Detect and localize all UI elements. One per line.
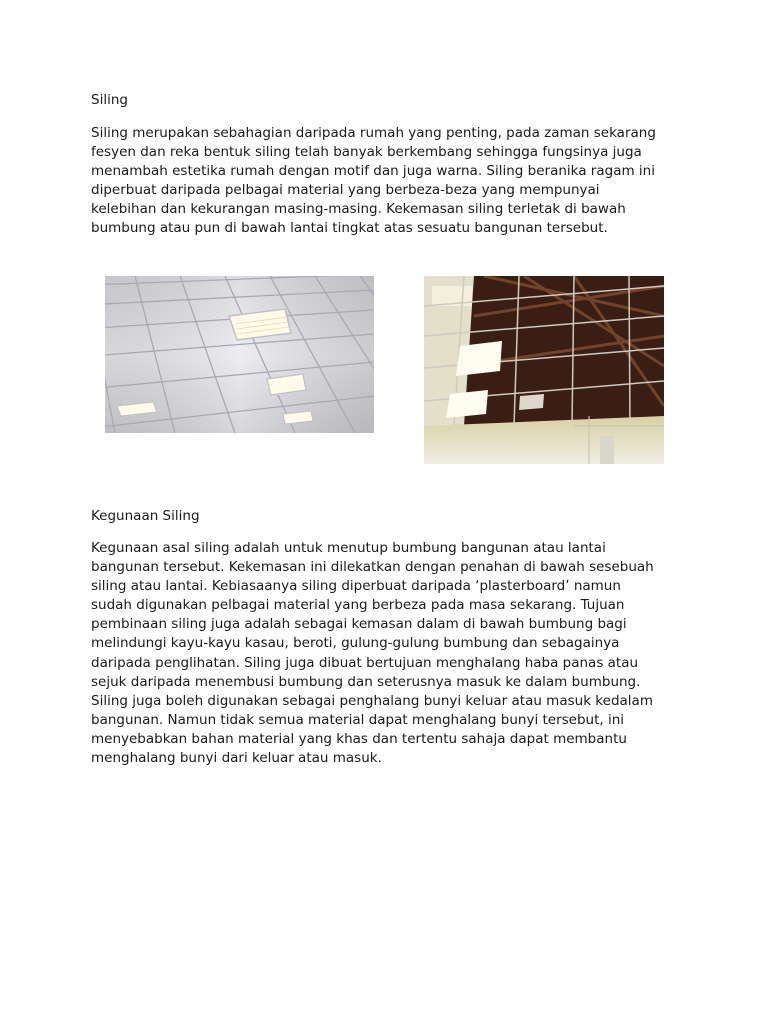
- paragraph-line: menyebabkan bahan material yang khas dan tertentu sahaja dapat membantu: [91, 730, 627, 747]
- paragraph-siling: [91, 124, 681, 239]
- paragraph-line: diperbuat daripada pelbagai material yang berbeza-beza yang mempunyai: [91, 182, 600, 199]
- ceiling-tiles-illustration: [105, 276, 374, 433]
- paragraph-line: bumbung atau pun di bawah lantai tingkat atas sesuatu bangunan tersebut.: [91, 220, 608, 237]
- paragraph-line: kelebihan dan kekurangan masing-masing. Kekemasan siling terletak di bawah: [91, 201, 626, 218]
- paragraph-line: pembinaan siling juga adalah sebagai kemasan dalam di bawah bumbung bagi: [91, 616, 627, 633]
- paragraph-line: sudah digunakan pelbagai material yang berbeza pada masa sekarang. Tujuan: [91, 597, 625, 614]
- section-heading-siling: Siling: [91, 92, 128, 108]
- paragraph-line: fesyen dan reka bentuk siling telah banyak berkembang sehingga fungsinya juga: [91, 144, 642, 161]
- ceiling-tiles-photo: [105, 276, 374, 433]
- paragraph-line: menghalang bunyi dari keluar atau masuk.: [91, 750, 382, 767]
- ceiling-grid-illustration: [424, 276, 664, 464]
- paragraph-line: bangunan. Namun tidak semua material dapat menghalang bunyi tersebut, ini: [91, 711, 625, 728]
- paragraph-kegunaan-siling: [91, 539, 681, 768]
- paragraph-line: siling atau lantai. Kebiasaanya siling diperbuat daripada ‘plasterboard’ namun: [91, 578, 621, 595]
- paragraph-line: daripada penglihatan. Siling juga dibuat bertujuan menghalang haba panas atau: [91, 654, 639, 671]
- section-heading-kegunaan-siling: Kegunaan Siling: [91, 508, 200, 524]
- paragraph-line: menambah estetika rumah dengan motif dan juga warna. Siling beranika ragam ini: [91, 163, 655, 180]
- paragraph-line: sejuk daripada menembusi bumbung dan seterusnya masuk ke dalam bumbung.: [91, 673, 641, 690]
- ceiling-grid-photo: [424, 276, 664, 464]
- paragraph-line: melindungi kayu-kayu kasau, beroti, gulung-gulung bumbung dan sebagainya: [91, 635, 620, 652]
- paragraph-line: Siling merupakan sebahagian daripada rumah yang penting, pada zaman sekarang: [91, 125, 656, 141]
- paragraph-line: bangunan tersebut. Kekemasan ini dilekatkan dengan penahan di bawah sesebuah: [91, 559, 654, 576]
- paragraph-line: Siling juga boleh digunakan sebagai penghalang bunyi keluar atau masuk kedalam: [91, 692, 653, 709]
- paragraph-line: Kegunaan asal siling adalah untuk menutup bumbung bangunan atau lantai: [91, 540, 606, 556]
